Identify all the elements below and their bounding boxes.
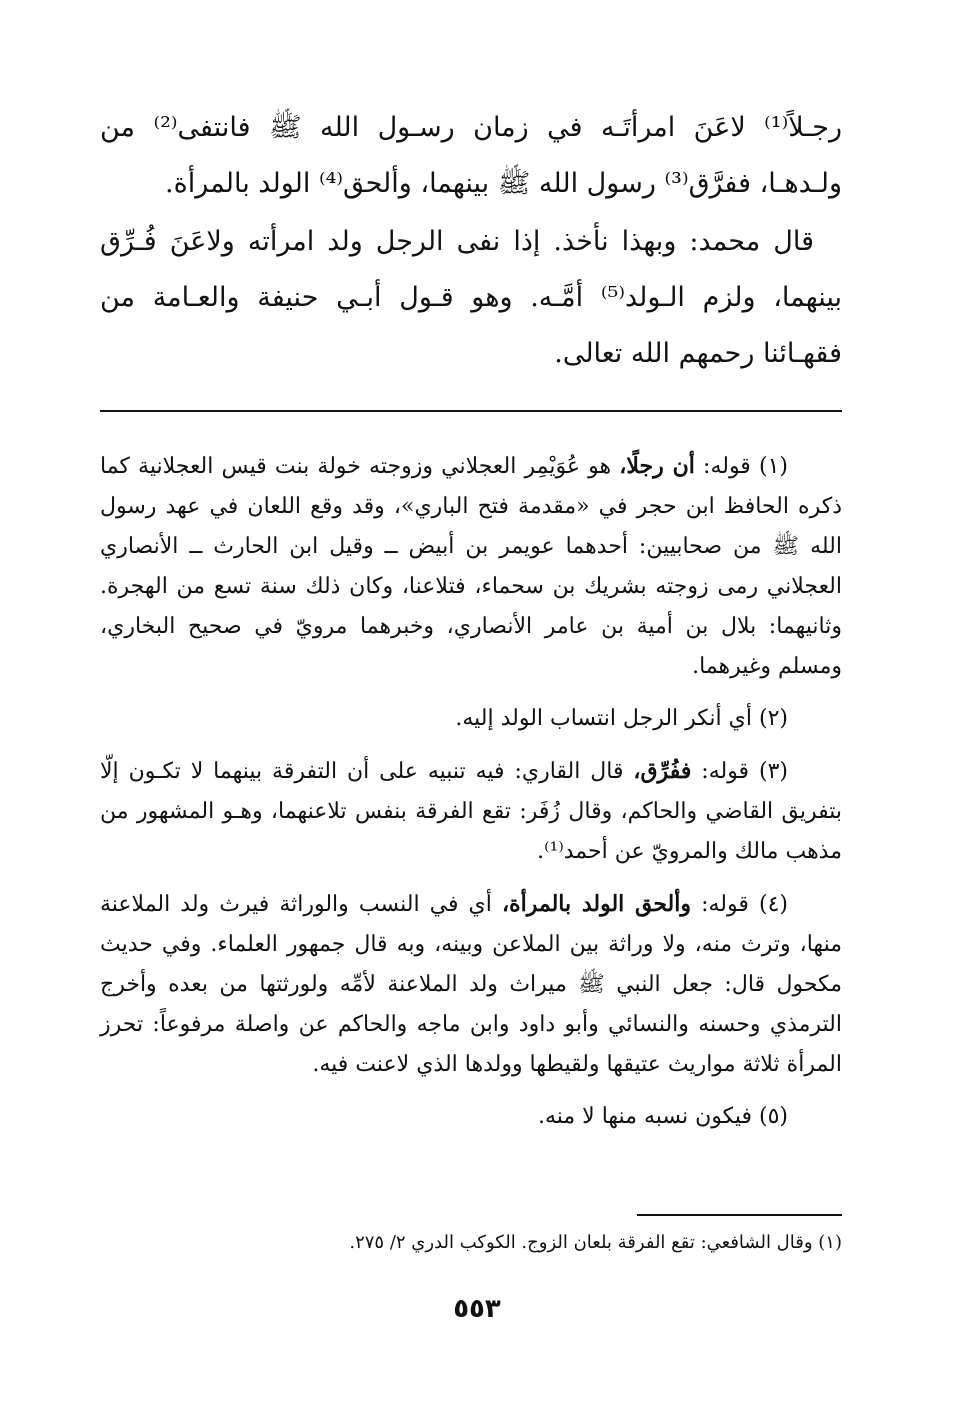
footnote-number: (٥)	[758, 1104, 788, 1129]
footnote-1	[100, 446, 842, 687]
footnote-text: فيكون نسبه منها لا منه.	[537, 1104, 752, 1129]
footnote-text: هو عُوَيْمِر العجلاني وزوجته خولة بنت قيس العجلانية كما ذكره الحافظ ابن حجر في «مقدمة فتح الباري»، وقد وقع اللعان في عهد رسول الله ﷺ من صحابيين: أحدهما عويمر بن أبيض ــ وقيل ابن الحارث ــ الأنصاري العجلاني رمى زوجته بشريك بن سحماء، فتلاعنا، وكان ذلك سنة تسع من الهجرة. وثانيهما: بلال بن أمية بن عامر الأنصاري، وخبرهما مرويّ في صحيح البخاري، ومسلم وغيرهما.	[100, 454, 842, 679]
footnote-keyword: ففُرِّق،	[633, 758, 692, 784]
footnote-text: أي في النسب والوراثة فيرث ولد الملاعنة منها، وترث منه، ولا وراثة بين الملاعن وبينه، وبه قال جمهور العلماء. وفي حديث مكحول قال: جعل النبي ﷺ ميراث ولد الملاعنة لأمِّه ولورثتها من بعده وأخرج الترمذي وحسنه والنسائي وأبو داود وابن ماجه والحاكم عن واصلة مرفوعاً: تحرز المرأة ثلاثة مواريث عتيقها ولقيطها وولدها الذي لاعنت فيه.	[100, 892, 842, 1077]
footnote-keyword: وألحق الولد بالمرأة،	[501, 891, 692, 917]
footnote-text: قال القاري: فيه تنبيه على أن التفرقة بينهما لا تكـون إلّا بتفريق القاضي والحاكم، وقال زُفَر: تقع الفرقة بنفس تلاعنهما، وهـو المشهور من مذهب مالك والمرويّ عن أحمد⁽¹⁾.	[100, 759, 842, 864]
footnote-keyword: أن رجلًا،	[619, 453, 695, 479]
footnote-prefix: قوله:	[701, 759, 750, 784]
footnote-number: (٣)	[759, 759, 789, 784]
footnote-4	[100, 884, 842, 1085]
sub-footnote-divider	[637, 1214, 842, 1216]
footnotes	[100, 446, 842, 1137]
footnote-prefix: قوله:	[703, 454, 751, 479]
footnote-5	[100, 1097, 842, 1137]
main-paragraph-2: قال محمد: وبهذا نأخذ. إذا نفى الرجل ولد امرأته ولاعَنَ فُـرِّق بينهما، ولزم الـولد⁽⁵⁾ أمَّـه. وهو قـول أبـي حنيفة والعـامة من فقهـائنا رحمهم الله تعالى.	[100, 226, 843, 369]
main-text	[100, 100, 842, 382]
footnote-3	[100, 751, 842, 872]
footnote-number: (٤)	[758, 892, 788, 917]
footnote-2	[100, 699, 842, 739]
sub-footnote: (١) وقال الشافعي: تقع الفرقة بلعان الزوج. الكوكب الدري ٢/ ٢٧٥.	[349, 1232, 842, 1253]
page-number: ٥٥٣	[453, 1294, 501, 1324]
footnote-text: أي أنكر الرجل انتساب الولد إليه.	[455, 706, 752, 731]
footnote-prefix: قوله:	[701, 892, 749, 917]
footnote-number: (١)	[759, 454, 789, 479]
footnote-divider	[100, 410, 842, 412]
footnote-number: (٢)	[758, 706, 788, 731]
main-paragraph-1: رجـلاً⁽¹⁾ لاعَنَ امرأتَـه في زمان رسـول الله ﷺ فانتفى⁽²⁾ من ولـدهـا، ففرَّق⁽³⁾ رسول الله ﷺ بينهما، وألحق⁽⁴⁾ الولد بالمرأة.	[100, 112, 843, 199]
